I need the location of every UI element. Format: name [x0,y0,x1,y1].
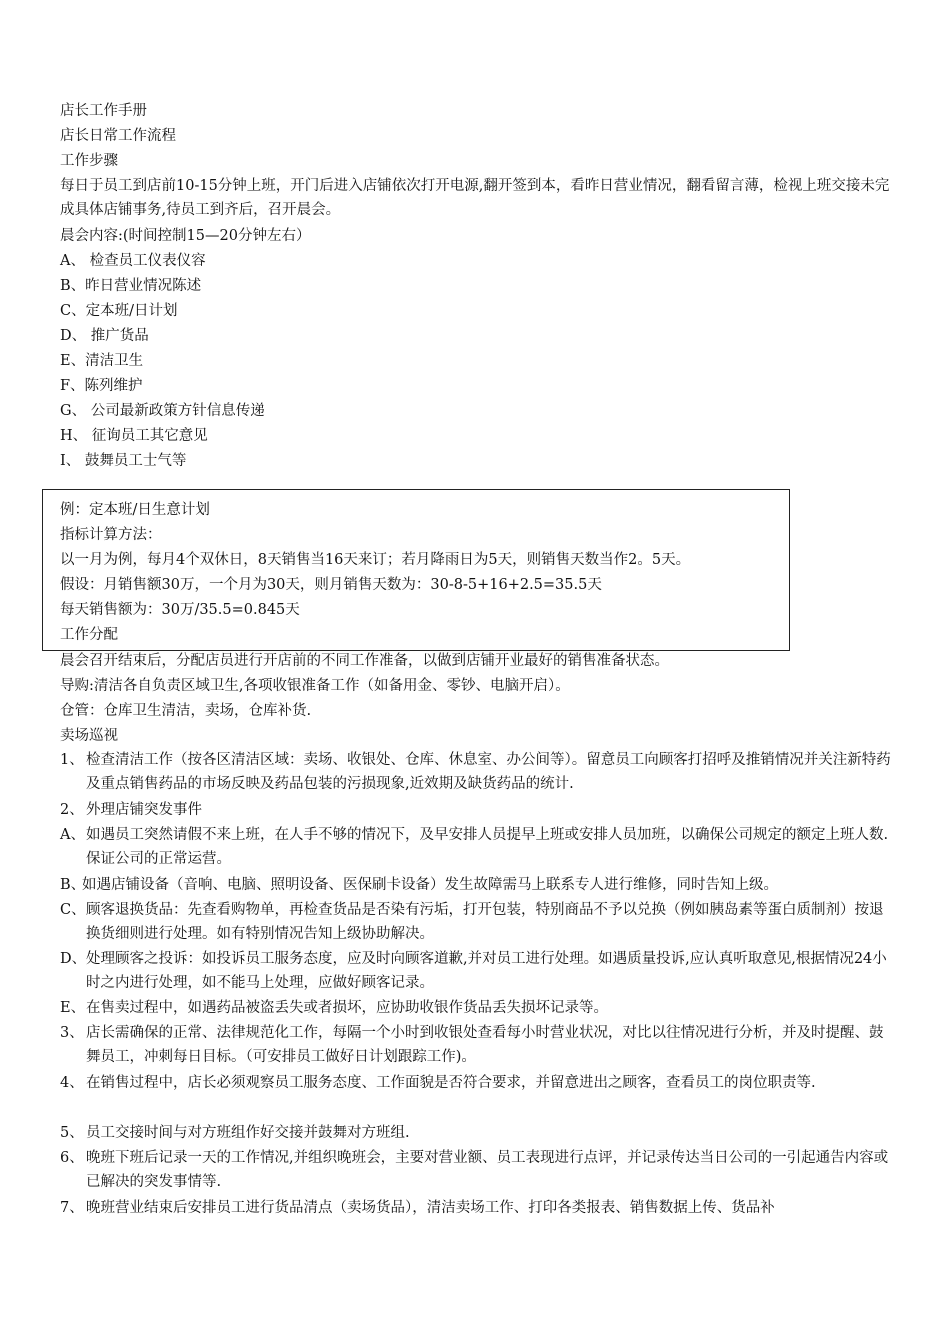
patrol-item-label: 1、 [60,752,84,768]
patrol-item [60,996,892,1020]
meeting-item: A、 检查员工仪表仪容 [60,253,206,269]
meeting-item: C、定本班/日计划 [60,303,178,319]
intro-paragraph: 每日于员工到店前10-15分钟上班，开门后进入店铺依次打开电源,翻开签到本，看昨日营业情况，翻看留言薄，检视上班交接未完成具体店铺事务,待员工到齐后，召开晨会。 [60,178,890,218]
patrol-heading: 卖场巡视 [60,728,118,744]
patrol-item [60,898,892,946]
patrol-item-label: E、 [60,1000,86,1016]
assign-heading: 工作分配 [60,627,118,643]
patrol-item-text: 在售卖过程中，如遇药品被盗丢失或者损坏，应协助收银作货品丢失损坏记录等。 [86,1000,608,1016]
assign-paragraph: 导购:清洁各自负责区域卫生,各项收银准备工作（如备用金、零钞、电脑开启）。 [60,678,570,694]
patrol-item-label: A、 [60,827,85,843]
example-method: 指标计算方法： [60,527,162,543]
patrol-item-text: 晚班下班后记录一天的工作情况,并组织晚班会，主要对营业额、员工表现进行点评，并记录传达当日公司的一引起通告内容或已解决的突发事情等. [86,1150,889,1190]
steps-heading: 工作步骤 [60,153,118,169]
patrol-item-text: 员工交接时间与对方班组作好交接并鼓舞对方班组. [86,1125,410,1141]
patrol-item [60,748,892,796]
patrol-item-label: D、 [60,951,87,967]
patrol-item-text: 店长需确保的正常、法律规范化工作，每隔一个小时到收银处查看每小时营业状况，对比以往情况进行分析，并及时提醒、鼓舞员工，冲刺每日目标。（可安排员工做好日计划跟踪工作)。 [86,1025,884,1065]
patrol-item-label: 5、 [60,1125,84,1141]
patrol-item-label: 3、 [60,1025,84,1041]
patrol-item-text: 检查清洁工作（按各区清洁区域：卖场、收银处、仓库、休息室、办公间等）。留意员工向顾客打招呼及推销情况并关注新特药及重点销售药品的市场反映及药品包装的污损现象,近效期及缺货药品的统计. [86,752,891,792]
meeting-item: H、 征询员工其它意见 [60,428,208,444]
patrol-item-text: 在销售过程中，店长必须观察员工服务态度、工作面貌是否符合要求，并留意进出之顾客，查看员工的岗位职责等. [86,1075,816,1091]
doc-subtitle: 店长日常工作流程 [60,128,176,144]
patrol-item [60,1021,892,1069]
meeting-item: D、 推广货品 [60,328,149,344]
patrol-item [60,873,892,897]
patrol-item-label: B、 [60,877,86,893]
meeting-item: I、 鼓舞员工士气等 [60,453,187,469]
patrol-item-text: 顾客退换货品：先查看购物单，再检查货品是否染有污垢，打开包装，特别商品不予以兑换（例如胰岛素等蛋白质制剂）按退换货细则进行处理。如有特别情况告知上级协助解决。 [86,902,884,942]
patrol-item-label: 2、 [60,802,84,818]
meeting-item: B、昨日营业情况陈述 [60,278,202,294]
patrol-item-text: 晚班营业结束后安排员工进行货品清点（卖场货品），清洁卖场工作、打印各类报表、销售数据上传、货品补 [86,1200,775,1216]
patrol-item [60,1121,892,1145]
patrol-item-label: C、 [60,902,86,918]
example-line: 每天销售额为：30万/35.5=0.845天 [60,602,300,618]
patrol-item-label: 7、 [60,1200,84,1216]
patrol-item-text: 外理店铺突发事件 [86,802,202,818]
patrol-item-text: 如遇店铺设备（音响、电脑、照明设备、医保刷卡设备）发生故障需马上联系专人进行维修，同时告知上级。 [82,877,778,893]
doc-title: 店长工作手册 [60,103,147,119]
assign-paragraph: 仓管：仓库卫生清洁，卖场，仓库补货. [60,703,312,719]
patrol-item-text: 如遇员工突然请假不来上班，在人手不够的情况下，及早安排人员提早上班或安排人员加班，以确保公司规定的额定上班人数.保证公司的正常运营。 [86,827,889,867]
patrol-item-label: 6、 [60,1150,84,1166]
patrol-item [60,798,892,822]
assign-paragraph: 晨会召开结束后，分配店员进行开店前的不同工作准备，以做到店铺开业最好的销售准备状态。 [60,653,669,669]
meeting-item: E、清洁卫生 [60,353,144,369]
patrol-item-label: 4、 [60,1075,84,1091]
meeting-heading: 晨会内容:(时间控制15—20分钟左右） [60,228,311,244]
patrol-item [60,947,892,995]
meeting-item: G、 公司最新政策方针信息传递 [60,403,265,419]
patrol-item [60,1146,892,1194]
patrol-item-text: 处理顾客之投诉：如投诉员工服务态度，应及时向顾客道歉,并对员工进行处理。如遇质量投诉,应认真听取意见,根据情况24小时之内进行处理，如不能马上处理，应做好顾客记录。 [86,951,887,991]
example-line: 以一月为例，每月4个双休日，8天销售当16天来订；若月降雨日为5天，则销售天数当作2。5天。 [60,552,691,568]
meeting-item: F、陈列维护 [60,378,143,394]
patrol-item [60,1071,892,1095]
example-heading: 例：定本班/日生意计划 [60,502,210,518]
patrol-item [60,1196,892,1220]
patrol-item [60,823,892,871]
example-line: 假设：月销售额30万，一个月为30天，则月销售天数为：30-8-5+16+2.5=35.5天 [60,577,602,593]
